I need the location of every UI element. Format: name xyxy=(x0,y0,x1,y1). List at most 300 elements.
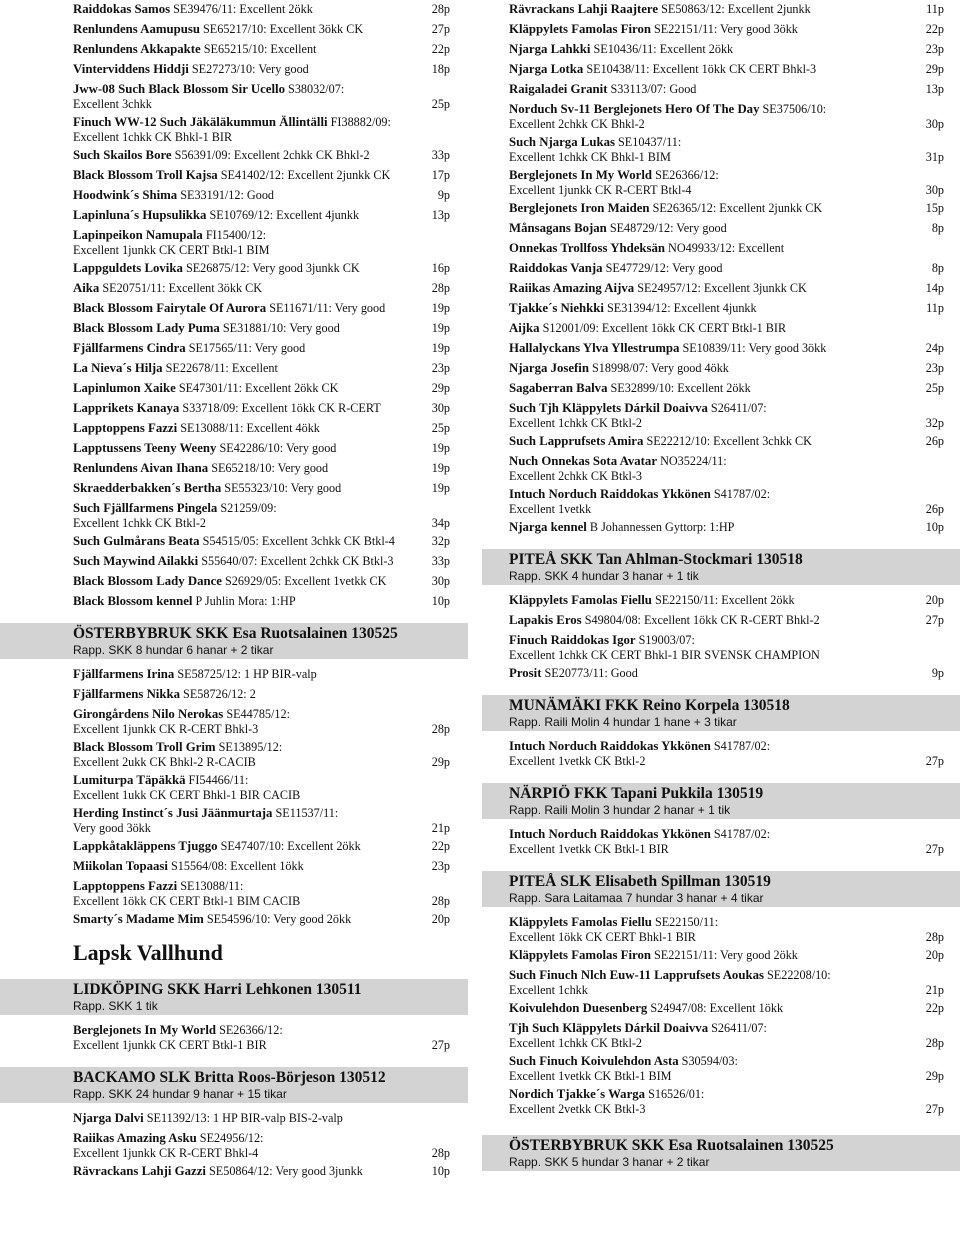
dog-result: S49804/08: Excellent 1ökk CK R-CERT Bhkl-2 xyxy=(584,613,820,627)
points: 28p xyxy=(431,722,450,736)
entry-line xyxy=(73,839,458,854)
result-entry xyxy=(0,22,468,37)
result-entry xyxy=(0,534,468,549)
dog-name: Koivulehdon Duesenberg xyxy=(509,1001,648,1015)
dog-name: Lumiturpa Täpäkkä xyxy=(73,773,186,787)
result-entry xyxy=(0,481,468,496)
results-list xyxy=(0,1111,468,1179)
show-subtitle: Rapp. Raili Molin 4 hundar 1 hane + 3 tikar xyxy=(509,715,737,729)
dog-name: Njarga Josefin xyxy=(509,361,589,375)
result-entry xyxy=(0,421,468,436)
points: 23p xyxy=(431,859,450,873)
points: 19p xyxy=(431,321,450,335)
points: 28p xyxy=(431,1146,450,1160)
points: 27p xyxy=(925,842,944,856)
dog-result-continued: Excellent 1chkk CK Bhkl-1 BIM xyxy=(509,150,671,164)
dog-name: Lapakis Eros xyxy=(509,613,582,627)
points: 28p xyxy=(925,930,944,944)
dog-result: S41787/02: xyxy=(713,487,771,501)
points: 29p xyxy=(431,381,450,395)
points: 30p xyxy=(925,117,944,131)
dog-name: Girongårdens Nilo Nerokas xyxy=(73,707,224,721)
entry-line xyxy=(509,401,950,416)
result-entry xyxy=(0,461,468,476)
entry-line xyxy=(509,168,950,183)
points: 14p xyxy=(925,281,944,295)
dog-name: Such Fjällfarmens Pingela xyxy=(73,501,218,515)
points: 26p xyxy=(925,434,944,448)
dog-result: SE22150/11: Excellent 2ökk xyxy=(654,593,795,607)
dog-result: SE10437/11: xyxy=(618,135,682,149)
entry-line xyxy=(509,633,950,648)
show-header xyxy=(0,1067,468,1103)
result-entry xyxy=(482,135,960,165)
dog-result: S33113/07: Good xyxy=(610,82,697,96)
entry-line xyxy=(73,441,458,456)
entry-line xyxy=(73,42,458,57)
points: 25p xyxy=(925,381,944,395)
dog-result: SE44785/12: xyxy=(226,707,290,721)
dog-result: SE22151/11: Very good 3ökk xyxy=(654,22,798,36)
result-entry xyxy=(482,62,960,77)
entry-line xyxy=(509,221,950,236)
dog-result: SE26366/12: xyxy=(219,1023,283,1037)
result-entry xyxy=(0,687,468,702)
show-header xyxy=(482,695,960,731)
result-entry xyxy=(0,501,468,531)
points: 24p xyxy=(925,341,944,355)
result-entry xyxy=(0,401,468,416)
dog-name: Black Blossom Lady Dance xyxy=(73,574,222,588)
dog-result: SE58725/12: 1 HP BIR-valp xyxy=(177,667,317,681)
result-entry xyxy=(482,401,960,431)
points: 19p xyxy=(431,301,450,315)
dog-result: S41787/02: xyxy=(713,827,771,841)
entry-line xyxy=(73,912,458,927)
show-title: MUNÄMÄKI FKK Reino Korpela 130518 xyxy=(509,697,790,714)
dog-name: Miikolan Topaasi xyxy=(73,859,168,873)
points: 30p xyxy=(431,401,450,415)
dog-result: SE11537/11: xyxy=(275,806,339,820)
entry-line xyxy=(509,341,950,356)
dog-result-continued: Excellent 1ökk CK CERT Btkl-1 BIM CACIB xyxy=(73,894,301,908)
result-entry xyxy=(482,22,960,37)
result-entry xyxy=(0,208,468,223)
dog-name: Raiikas Amazing Asku xyxy=(73,1131,197,1145)
points: 13p xyxy=(925,82,944,96)
dog-result-continued: Excellent 1junkk CK R-CERT Bhkl-3 xyxy=(73,722,259,736)
dog-name: Black Blossom Troll Kajsa xyxy=(73,168,218,182)
result-entry xyxy=(0,2,468,17)
result-entry xyxy=(0,707,468,737)
dog-result-continued: Excellent 1ukk CK CERT Bhkl-1 BIR CACIB xyxy=(73,788,301,802)
result-entry xyxy=(0,1023,468,1053)
points: 22p xyxy=(925,22,944,36)
dog-result-continued: Excellent 2chkk CK Bhkl-2 xyxy=(509,117,645,131)
entry-line xyxy=(73,115,458,130)
entry-line xyxy=(73,228,458,243)
show-header xyxy=(0,623,468,659)
entry-line xyxy=(73,281,458,296)
points: 30p xyxy=(925,183,944,197)
dog-name: Renlundens Aamupusu xyxy=(73,22,200,36)
result-entry xyxy=(0,261,468,276)
result-entry xyxy=(482,201,960,216)
entry-line xyxy=(73,574,458,589)
show-subtitle: Rapp. SKK 5 hundar 3 hanar + 2 tikar xyxy=(509,1155,710,1169)
result-entry xyxy=(0,42,468,57)
dog-result-continued: Excellent 1chkk CK Btkl-2 xyxy=(509,1036,643,1050)
dog-result: SE10436/11: Excellent 2ökk xyxy=(593,42,734,56)
entry-line xyxy=(509,968,950,983)
points: 27p xyxy=(431,1038,450,1052)
entry-line xyxy=(73,401,458,416)
dog-name: Intuch Norduch Raiddokas Ykkönen xyxy=(509,827,711,841)
points: 26p xyxy=(925,502,944,516)
show-title: BACKAMO SLK Britta Roos-Börjeson 130512 xyxy=(73,1069,386,1086)
entry-line xyxy=(73,534,458,549)
dog-name: Renlundens Akkapakte xyxy=(73,42,201,56)
entry-line xyxy=(73,461,458,476)
dog-name: Black Blossom Troll Grim xyxy=(73,740,216,754)
points: 32p xyxy=(925,416,944,430)
dog-result: S12001/09: Excellent 1ökk CK CERT Btkl-1 BIR xyxy=(542,321,787,335)
entry-line xyxy=(73,301,458,316)
points: 21p xyxy=(925,983,944,997)
points: 10p xyxy=(431,594,450,608)
dog-name: Njarga Lotka xyxy=(509,62,584,76)
points: 19p xyxy=(431,341,450,355)
dog-name: Intuch Norduch Raiddokas Ykkönen xyxy=(509,739,711,753)
dog-result-continued: Excellent 1junkk CK CERT Btkl-1 BIR xyxy=(73,1038,267,1052)
dog-result: SE11392/13: 1 HP BIR-valp BIS-2-valp xyxy=(146,1111,343,1125)
entry-line xyxy=(509,261,950,276)
result-entry xyxy=(0,740,468,770)
points: 27p xyxy=(925,754,944,768)
dog-result: SE13088/11: Excellent 4ökk xyxy=(180,421,320,435)
entry-line xyxy=(509,434,950,449)
points: 9p xyxy=(931,666,944,680)
dog-name: Månsagans Bojan xyxy=(509,221,607,235)
dog-name: Kläppylets Famolas Firon xyxy=(509,948,651,962)
entry-line xyxy=(73,168,458,183)
result-entry xyxy=(482,633,960,663)
show-title: ÖSTERBYBRUK SKK Esa Ruotsalainen 130525 xyxy=(509,1137,834,1154)
entry-line xyxy=(73,859,458,874)
entry-line xyxy=(73,321,458,336)
entry-line xyxy=(509,948,950,963)
dog-result: FI54466/11: xyxy=(188,773,249,787)
dog-name: Jww-08 Such Black Blossom Sir Ucello xyxy=(73,82,285,96)
dog-name: Kläppylets Famolas Firon xyxy=(509,22,651,36)
result-entry xyxy=(482,968,960,998)
entry-line xyxy=(509,1021,950,1036)
left-column xyxy=(0,0,468,1184)
result-entry xyxy=(482,1001,960,1016)
points: 8p xyxy=(931,261,944,275)
result-entry xyxy=(0,667,468,682)
result-entry xyxy=(0,62,468,77)
result-entry xyxy=(0,839,468,854)
entry-line xyxy=(509,42,950,57)
dog-result: NO49933/12: Excellent xyxy=(668,241,785,255)
points: 27p xyxy=(925,613,944,627)
show-header xyxy=(482,1135,960,1171)
result-entry xyxy=(0,168,468,183)
dog-name: Such Njarga Lukas xyxy=(509,135,615,149)
entry-line xyxy=(509,82,950,97)
entry-line xyxy=(73,667,458,682)
dog-result: S54515/05: Excellent 3chkk CK Btkl-4 xyxy=(202,534,395,548)
dog-result: SE10839/11: Very good 3ökk xyxy=(682,341,827,355)
points: 10p xyxy=(431,1164,450,1178)
points: 23p xyxy=(925,42,944,56)
dog-name: Such Lapprufsets Amira xyxy=(509,434,644,448)
entry-line xyxy=(73,594,458,609)
dog-result: S33718/09: Excellent 1ökk CK R-CERT xyxy=(182,401,381,415)
dog-result: SE41402/12: Excellent 2junkk CK xyxy=(220,168,391,182)
dog-result: SE65215/10: Excellent xyxy=(203,42,317,56)
dog-result-continued: Excellent 1chkk CK Btkl-2 xyxy=(509,416,643,430)
points: 18p xyxy=(431,62,450,76)
entry-line xyxy=(509,1054,950,1069)
dog-name: Lapinlumon Xaike xyxy=(73,381,176,395)
points: 11p xyxy=(926,2,944,16)
points: 31p xyxy=(925,150,944,164)
show-subtitle: Rapp. SKK 4 hundar 3 hanar + 1 tik xyxy=(509,569,699,583)
result-entry xyxy=(482,613,960,628)
entry-line xyxy=(73,421,458,436)
dog-result: SE11671/11: Very good xyxy=(269,301,386,315)
dog-result: SE54596/10: Very good 2ökk xyxy=(206,912,352,926)
dog-result-continued: Excellent 1junkk CK R-CERT Bhkl-4 xyxy=(73,1146,259,1160)
dog-result: S26929/05: Excellent 1vetkk CK xyxy=(225,574,387,588)
dog-name: Kläppylets Famolas Fiellu xyxy=(509,915,652,929)
dog-result-continued: Excellent 1ökk CK CERT Bhkl-1 BIR xyxy=(509,930,696,944)
show-subtitle: Rapp. Raili Molin 3 hundar 2 hanar + 1 tik xyxy=(509,803,731,817)
dog-result: SE20751/11: Excellent 3ökk CK xyxy=(102,281,263,295)
points: 27p xyxy=(431,22,450,36)
entry-line xyxy=(73,1111,458,1126)
entry-line xyxy=(509,1001,950,1016)
dog-name: Lapinluna´s Hupsulikka xyxy=(73,208,207,222)
show-header xyxy=(482,871,960,907)
points: 20p xyxy=(431,912,450,926)
dog-name: Norduch Sv-11 Berglejonets Hero Of The Day xyxy=(509,102,760,116)
result-entry xyxy=(0,806,468,836)
dog-result: SE10438/11: Excellent 1ökk CK CERT Bhkl-3 xyxy=(586,62,817,76)
result-entry xyxy=(482,321,960,336)
result-entry xyxy=(0,879,468,909)
dog-name: Fjällfarmens Irina xyxy=(73,667,175,681)
entry-line xyxy=(509,201,950,216)
dog-result: FI38882/09: xyxy=(330,115,391,129)
dog-result: SE26366/12: xyxy=(655,168,719,182)
points: 27p xyxy=(925,1102,944,1116)
result-entry xyxy=(482,1021,960,1051)
dog-name: Such Finuch Nlch Euw-11 Lapprufsets Aoukas xyxy=(509,968,764,982)
dog-result: S38032/07: xyxy=(288,82,345,96)
result-entry xyxy=(482,827,960,857)
dog-name: Lappkåtakläppens Tjuggo xyxy=(73,839,218,853)
dog-name: Njarga Lahkki xyxy=(509,42,591,56)
result-entry xyxy=(0,1111,468,1126)
dog-name: Intuch Norduch Raiddokas Ykkönen xyxy=(509,487,711,501)
result-entry xyxy=(0,1164,468,1179)
entry-line xyxy=(73,554,458,569)
dog-result: S26411/07: xyxy=(711,1021,767,1035)
dog-name: Sagaberran Balva xyxy=(509,381,608,395)
entry-line xyxy=(73,879,458,894)
points: 22p xyxy=(431,42,450,56)
points: 23p xyxy=(925,361,944,375)
dog-name: Black Blossom kennel xyxy=(73,594,193,608)
result-entry xyxy=(482,341,960,356)
result-entry xyxy=(482,281,960,296)
points: 33p xyxy=(431,148,450,162)
dog-name: Njarga kennel xyxy=(509,520,587,534)
dog-result: SE22150/11: xyxy=(654,915,719,929)
dog-result: SE33191/12: Good xyxy=(180,188,275,202)
points: 28p xyxy=(431,2,450,16)
points: 20p xyxy=(925,948,944,962)
entry-line xyxy=(509,62,950,77)
results-list xyxy=(0,667,468,927)
entry-line xyxy=(73,148,458,163)
dog-result-continued: Excellent 2vetkk CK Btkl-3 xyxy=(509,1102,646,1116)
points: 28p xyxy=(431,894,450,908)
points: 30p xyxy=(431,574,450,588)
result-entry xyxy=(482,82,960,97)
points: 15p xyxy=(925,201,944,215)
result-entry xyxy=(0,115,468,145)
result-entry xyxy=(0,228,468,258)
dog-result-continued: Excellent 1chkk CK Bhkl-1 BIR xyxy=(73,130,233,144)
results-list xyxy=(482,739,960,769)
points: 23p xyxy=(431,361,450,375)
result-entry xyxy=(482,1087,960,1117)
dog-name: Raiddokas Vanja xyxy=(509,261,603,275)
dog-result: NO35224/11: xyxy=(660,454,727,468)
result-entry xyxy=(0,773,468,803)
dog-result: SE65218/10: Very good xyxy=(211,461,329,475)
show-title: LIDKÖPING SKK Harri Lehkonen 130511 xyxy=(73,981,362,998)
result-entry xyxy=(482,454,960,484)
dog-result-continued: Excellent 1junkk CK R-CERT Btkl-4 xyxy=(509,183,692,197)
dog-name: Such Skailos Bore xyxy=(73,148,172,162)
dog-name: Raiddokas Samos xyxy=(73,2,171,16)
dog-name: Renlundens Aivan Ihana xyxy=(73,461,209,475)
dog-name: Berglejonets Iron Maiden xyxy=(509,201,650,215)
dog-result: SE32899/10: Excellent 2ökk xyxy=(610,381,751,395)
entry-line xyxy=(73,687,458,702)
result-entry xyxy=(0,188,468,203)
dog-result: S24947/08: Excellent 1ökk xyxy=(650,1001,784,1015)
dog-name: Aika xyxy=(73,281,100,295)
show-subtitle: Rapp. SKK 8 hundar 6 hanar + 2 tikar xyxy=(73,643,274,657)
points: 29p xyxy=(431,755,450,769)
result-entry xyxy=(0,148,468,163)
dog-result: S26411/07: xyxy=(710,401,767,415)
entry-line xyxy=(509,241,950,256)
dog-result: SE26365/12: Excellent 2junkk CK xyxy=(652,201,823,215)
show-subtitle: Rapp. Sara Laitamaa 7 hundar 3 hanar + 4 tikar xyxy=(509,891,764,905)
points: 11p xyxy=(926,301,944,315)
dog-name: Lapptoppens Fazzi xyxy=(73,421,178,435)
entry-line xyxy=(509,593,950,608)
entry-line xyxy=(73,82,458,97)
dog-name: Lapptoppens Fazzi xyxy=(73,879,178,893)
results-list xyxy=(482,593,960,681)
result-entry xyxy=(0,361,468,376)
dog-result: SE55323/10: Very good xyxy=(224,481,342,495)
result-entry xyxy=(482,1054,960,1084)
points: 29p xyxy=(925,62,944,76)
show-title: ÖSTERBYBRUK SKK Esa Ruotsalainen 130525 xyxy=(73,625,398,642)
entry-line xyxy=(73,773,458,788)
points: 19p xyxy=(431,461,450,475)
result-entry xyxy=(482,593,960,608)
dog-result: SE24956/12: xyxy=(199,1131,264,1145)
dog-name: Such Finuch Koivulehdon Asta xyxy=(509,1054,679,1068)
results-list xyxy=(482,2,960,535)
result-entry xyxy=(482,381,960,396)
entry-line xyxy=(73,481,458,496)
result-entry xyxy=(482,241,960,256)
dog-result: SE31881/10: Very good xyxy=(222,321,340,335)
dog-name: Kläppylets Famolas Fiellu xyxy=(509,593,652,607)
dog-name: Smarty´s Madame Mim xyxy=(73,912,204,926)
dog-result: SE47301/11: Excellent 2ökk CK xyxy=(178,381,339,395)
points: 28p xyxy=(925,1036,944,1050)
dog-result: S30594/03: xyxy=(681,1054,738,1068)
dog-result-continued: Excellent 3chkk xyxy=(73,97,152,111)
points: 34p xyxy=(431,516,450,530)
dog-result: SE65217/10: Excellent 3ökk CK xyxy=(203,22,364,36)
dog-result: SE17565/11: Very good xyxy=(188,341,306,355)
dog-name: Aijka xyxy=(509,321,540,335)
entry-line xyxy=(73,341,458,356)
dog-result: SE22678/11: Excellent xyxy=(165,361,278,375)
dog-result: S21259/09: xyxy=(220,501,277,515)
result-entry xyxy=(0,554,468,569)
show-title: PITEÅ SLK Elisabeth Spillman 130519 xyxy=(509,873,771,890)
dog-name: Lapinpeikon Namupala xyxy=(73,228,203,242)
dog-result: S41787/02: xyxy=(713,739,771,753)
result-entry xyxy=(482,221,960,236)
result-entry xyxy=(482,261,960,276)
dog-name: Lapptussens Teeny Weeny xyxy=(73,441,217,455)
dog-result: SE26875/12: Very good 3junkk CK xyxy=(185,261,360,275)
dog-result: SE22151/11: Very good 2ökk xyxy=(654,948,798,962)
right-column xyxy=(482,0,960,1171)
dog-result: SE50864/12: Very good 3junkk xyxy=(209,1164,363,1178)
result-entry xyxy=(482,301,960,316)
dog-result: SE22212/10: Excellent 3chkk CK xyxy=(646,434,812,448)
result-entry xyxy=(0,574,468,589)
points: 28p xyxy=(431,281,450,295)
dog-result: SE50863/12: Excellent 2junkk xyxy=(661,2,811,16)
entry-line xyxy=(509,22,950,37)
dog-name: Skraedderbakken´s Bertha xyxy=(73,481,222,495)
dog-name: Onnekas Trollfoss Yhdeksän xyxy=(509,241,665,255)
entry-line xyxy=(509,361,950,376)
dog-name: Vinterviddens Hiddji xyxy=(73,62,189,76)
results-list xyxy=(0,1023,468,1053)
dog-result: S19003/07: xyxy=(638,633,695,647)
entry-line xyxy=(73,1164,458,1179)
dog-result: SE13895/12: xyxy=(218,740,283,754)
